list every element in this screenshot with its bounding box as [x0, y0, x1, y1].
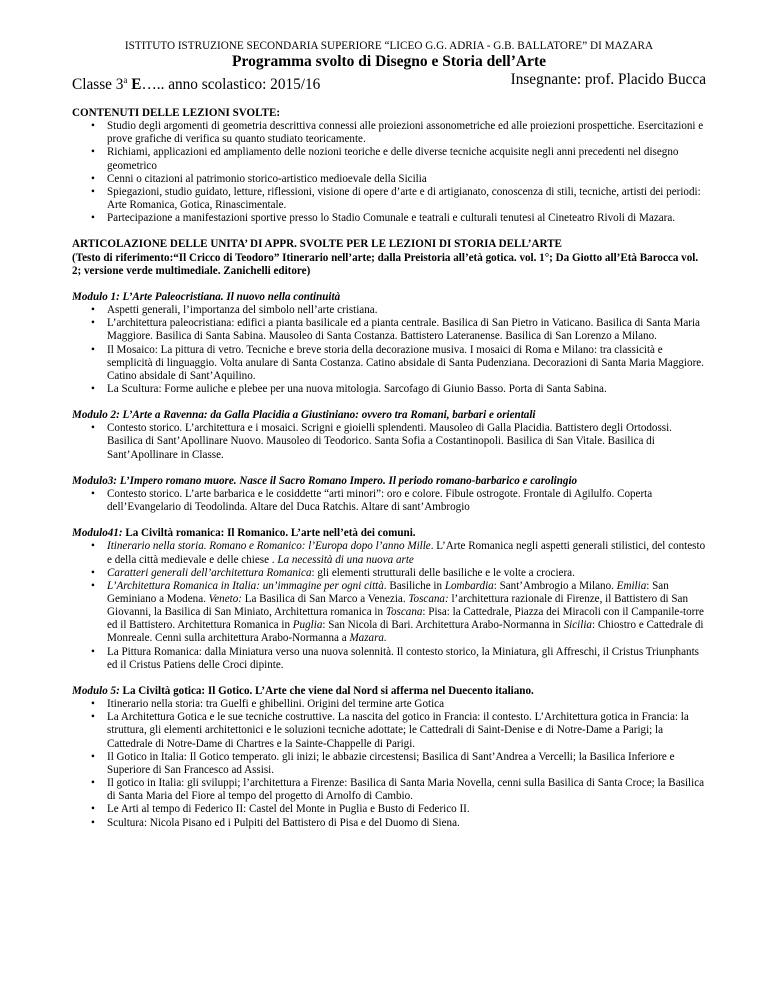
module-5-name: La Civiltà gotica: Il Gotico. L’Arte che viene dal Nord si afferma nel Duecento italiano.	[119, 684, 534, 697]
text-italic: Sicilia	[563, 619, 592, 632]
list-item: • Spiegazioni, studio guidato, letture, riflessioni, visione di opere d’arte e di artigianato, conoscenza di stili, tecniche, artisti dei periodi: Arte Romanica, Gotica, Rinascimentale.	[91, 186, 706, 212]
module-5-list	[72, 698, 706, 830]
text: : Pisa: la Cattedrale, Piazza dei Miracoli con il Campanile-torre ed il Battistero. Architettura Romanica in	[107, 606, 704, 632]
class-info	[72, 71, 320, 94]
text-italic: Lombardia	[444, 579, 494, 592]
text: : Chiostro e Cattedrale di Monreale. Cenni sulla architettura Arabo-Normanna a	[107, 619, 704, 645]
list-item: • Il gotico in Italia: gli sviluppi; l’architettura a Firenze: Basilica di Santa Maria Novella, cenni sulla Basilica di Santa Croce; la Basilica di Santa Maria del Fiore al tempo del progetto di Arnolfo di Cambio.	[91, 777, 706, 803]
module-3-list	[72, 488, 706, 514]
list-item: • Contesto storico. L’architettura e i mosaici. Scrigni e gioielli splendenti. Mausoleo di Galla Placidia. Battistero degli Ortodossi. Basilica di Sant’Apollinare Nuovo. Mausoleo di Teodorico. Santa Sofia a Costantinopoli. Basilica di San Vitale. Basilica di Sant’Apollinare in Classe.	[91, 422, 706, 461]
module-4-list	[72, 540, 706, 672]
list-item	[91, 540, 706, 566]
class-line	[72, 71, 706, 94]
list-item: • La Architettura Gotica e le sue tecniche costruttive. La nascita del gotico in Francia: il contesto. L’Architettura gotica in Francia: la struttura, gli elementi architettonici e le soluzioni tecniche adottate; le Cattedrali di Saint-Denise e di Notre-Dame a Parigi; la Cattedrale di Notre-Dame di Chartres e la Sainte-Chappelle di Parigi.	[91, 711, 706, 750]
text: La Basilica di San Marco a Venezia.	[241, 593, 409, 605]
module-2-list	[72, 422, 706, 461]
module-5-title	[72, 685, 706, 698]
list-item: • La Scultura: Forme auliche e plebee per una nuova mitologia. Sarcofago di Giunio Basso. Porta di Santa Sabina.	[91, 383, 706, 396]
list-item: • Contesto storico. L’arte barbarica e le cosiddette “arti minori”: oro e colore. Fibule ostrogote. Frontale di Agilulfo. Coperta dell’Evangelario di Teodolinda. Altare del Duca Ratchis. Altare di sant’Ambrogio	[91, 488, 706, 514]
text-italic: L’Architettura Romanica in Italia: un’immagine per ogni città	[107, 579, 384, 592]
text-italic: La necessità di una nuova arte	[277, 553, 414, 566]
list-item: • Studio degli argomenti di geometria descrittiva connessi alle proiezioni assonometriche ed alle proiezioni prospettiche. Esercitazioni e prove grafiche di verifica su quanto studiato teoricamente.	[91, 120, 706, 146]
text-italic: Puglia	[292, 619, 323, 632]
school-name: ISTITUTO ISTRUZIONE SECONDARIA SUPERIORE “LICEO G.G. ADRIA - G.B. BALLATORE” DI MAZARA	[124, 40, 654, 52]
page-title: Programma svolto di Disegno e Storia dell’Arte	[232, 53, 546, 70]
text-italic: Mazara.	[349, 632, 387, 645]
module-2-title: Modulo 2: L’Arte a Ravenna: da Galla Placidia a Giustiniano: ovvero tra Romani, barbari e orientali	[72, 409, 536, 422]
list-item: • Richiami, applicazioni ed ampliamento delle nozioni teoriche e delle diverse tecniche acquisite negli anni precedenti nel disegno geometrico	[91, 146, 706, 172]
list-item: • Partecipazione a manifestazioni sportive presso lo Stadio Comunale e teatrali e culturali tenutesi al Cineteatro Rivoli di Mazara.	[91, 212, 706, 225]
list-item: • L’architettura paleocristiana: edifici a pianta basilicale ed a pianta centrale. Basilica di San Pietro in Vaticano. Basilica di Santa Maria Maggiore. Basilica di Santa Sabina. Mausoleo di Santa Costanza. Battistero Lateranense. Basilica di San Lorenzo a Milano.	[91, 317, 706, 343]
module-3-title: Modulo3: L’Impero romano muore. Nasce il Sacro Romano Impero. Il periodo romano-barbarico e carolingio	[72, 474, 578, 487]
text: : Sant’Ambrogio a Milano.	[493, 579, 617, 592]
text-italic: Toscana	[385, 606, 423, 619]
text-italic: Veneto:	[208, 593, 242, 605]
class-superscript: a	[123, 75, 128, 85]
contents-heading: CONTENUTI DELLE LEZIONI SVOLTE:	[72, 107, 281, 119]
text: . L’Arte Romanica negli aspetti generali stilistici, del contesto e della città medievale e delle chiese .	[107, 540, 706, 566]
module-4-name: La Civiltà romanica: Il Romanico. L’arte nell’età dei comuni.	[122, 527, 416, 540]
list-item: • Cenni o citazioni al patrimonio storico-artistico medioevale della Sicilia	[91, 173, 706, 186]
text-italic: Emilia	[616, 579, 647, 592]
school-year: ….. anno scolastico: 2015/16	[141, 76, 321, 93]
module-4-number: Modulo41:	[72, 527, 123, 540]
list-item: • Scultura: Nicola Pisano ed i Pulpiti del Battistero di Pisa e del Duomo di Siena.	[91, 817, 706, 830]
list-item: • Il Mosaico: La pittura di vetro. Tecniche e breve storia della decorazione musiva. I mosaici di Roma e Milano: tra classicità e semplicità di linguaggio. Volta anulare di Santa Costanza. Catino absidale di Santa Pudenziana. Decorazioni di Santa Maria Maggiore. Catino absidale di Sant’Aquilino.	[91, 344, 706, 383]
list-item	[91, 567, 706, 580]
module-1-list	[72, 304, 706, 396]
class-label: Classe 3	[72, 76, 124, 93]
list-item	[91, 580, 706, 646]
module-4-title	[72, 527, 706, 540]
articolazione-heading: ARTICOLAZIONE DELLE UNITA’ DI APPR. SVOLTE PER LE LEZIONI DI STORIA DELL’ARTE	[72, 238, 562, 251]
text: : San Nicola di Bari. Architettura Arabo-Normanna in	[322, 619, 564, 632]
module-1-title: Modulo 1: L’Arte Paleocristiana. Il nuovo nella continuità	[72, 290, 341, 303]
text: : San Geminiano a Modena.	[107, 579, 669, 605]
list-item: • Itinerario nella storia: tra Guelfi e ghibellini. Origini del termine arte Gotica	[91, 698, 706, 711]
text: l’architettura razionale di Firenze, il Battistero di San Giovanni, la Basilica di San Miniato, Architettura romanica in	[107, 593, 689, 619]
text: : gli elementi strutturali delle basiliche e le volte a crociera.	[311, 566, 575, 579]
text-italic: Toscana:	[408, 593, 449, 605]
list-item: • La Pittura Romanica: dalla Miniatura verso una nuova solennità. Il contesto storico, la Miniatura, gli Affreschi, il Cristus Triunphants ed il Cristus Patiens delle Croci dipinte.	[91, 646, 706, 672]
list-item: • Aspetti generali, l’importanza del simbolo nell’arte cristiana.	[91, 304, 706, 317]
module-5-number: Modulo 5:	[72, 684, 120, 697]
teacher: Insegnante: prof. Placido Bucca	[510, 71, 706, 88]
text: . Basiliche in	[383, 579, 445, 592]
list-item: • Le Arti al tempo di Federico II: Castel del Monte in Puglia e Busto di Federico II.	[91, 803, 706, 816]
reference-text: (Testo di riferimento:“Il Cricco di Teodoro” Itinerario nell’arte; dalla Preistoria all’età gotica. vol. 1°; Da Giotto all’Età Barocca vol. 2; versione verde multimediale. Zanichelli editore)	[72, 251, 699, 277]
class-section: E	[127, 76, 142, 93]
text-italic: Itinerario nella storia. Romano e Romanico: l’Europa dopo l’anno Mille	[107, 540, 431, 553]
contents-list	[72, 120, 706, 225]
text-italic: Caratteri generali dell’architettura Romanica	[107, 566, 312, 579]
list-item: • Il Gotico in Italia: Il Gotico temperato. gli inizi; le abbazie circestensi; Basilica di Sant’Andrea a Vercelli; la Basilica Inferiore e Superiore di San Francesco ad Assisi.	[91, 751, 706, 777]
